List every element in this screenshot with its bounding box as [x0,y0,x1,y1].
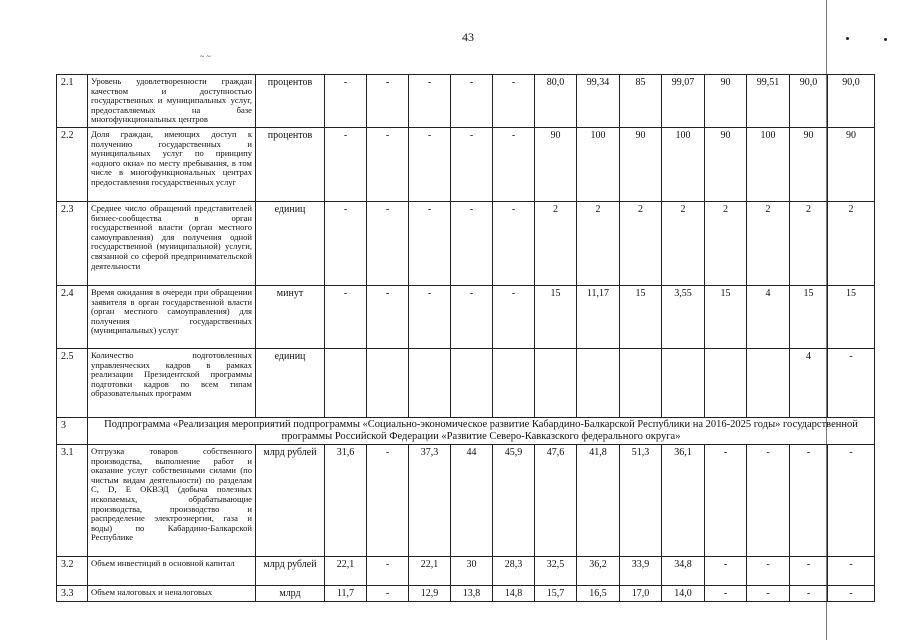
value-cell: 100 [577,127,620,201]
value-cell: - [367,556,409,585]
value-cell: - [747,444,790,556]
value-cell: 45,9 [493,444,535,556]
value-cell: - [451,201,493,285]
value-cell: 13,8 [451,585,493,601]
value-cell: 2 [747,201,790,285]
indicator-name: Количество подготовленных управленческих кадров в рамках реализации Президентской программы подготовки кадров по всем типам образовательных программ [88,348,256,417]
value-cell: 11,17 [577,285,620,348]
value-cell [367,348,409,417]
value-cell: 99,34 [577,75,620,128]
value-cell: - [828,556,875,585]
value-cell [325,348,367,417]
value-cell [535,348,577,417]
indicator-name: Отгрузка товаров собственного производства, выполнение работ и оказание услуг собственными силами (по чистым видам деятельности) по разделам C, D, E ОКВЭД (добыча полезных ископаемых, обрабатывающие производства, производство и распределение электроэнергии, газа и воды) по Кабардино-Балкарской Республике [88,444,256,556]
value-cell [747,348,790,417]
value-cell: - [367,285,409,348]
value-cell: 22,1 [409,556,451,585]
value-cell: - [409,201,451,285]
value-cell: - [790,556,828,585]
value-cell: 15 [535,285,577,348]
scan-dot [884,38,887,41]
indicator-name: Доля граждан, имеющих доступ к получению государственных и муниципальных услуг по принципу «одного окна» по месту пребывания, в том числе в многофункциональных центрах предоставления государственных услуг [88,127,256,201]
value-cell: 80,0 [535,75,577,128]
table-row [57,285,875,348]
value-cell: - [493,127,535,201]
value-cell: 51,3 [620,444,662,556]
value-cell: 90 [790,127,828,201]
value-cell: - [747,585,790,601]
value-cell: - [705,556,747,585]
row-index: 3.1 [57,444,88,556]
value-cell: 2 [620,201,662,285]
value-cell [662,348,705,417]
value-cell: - [493,285,535,348]
value-cell: 90,0 [828,75,875,128]
value-cell: - [747,556,790,585]
value-cell: - [409,285,451,348]
subprogram-index: 3 [57,417,88,444]
indicator-name: Время ожидания в очереди при обращении заявителя в орган государственной власти (орган местного самоуправления) для получения государственных (муниципальных) услуг [88,285,256,348]
unit-cell: единиц [256,348,325,417]
value-cell: 4 [790,348,828,417]
value-cell: 22,1 [325,556,367,585]
unit-cell: минут [256,285,325,348]
value-cell: - [367,127,409,201]
value-cell: - [493,201,535,285]
value-cell: 3,55 [662,285,705,348]
row-index: 2.5 [57,348,88,417]
table-row [57,201,875,285]
value-cell: 90 [705,127,747,201]
indicator-name: Уровень удовлетворенности граждан качеством и доступностью государственных и муниципальных услуг, предоставляемых на базе многофункциональных центров [88,75,256,128]
value-cell: - [451,127,493,201]
value-cell: - [367,444,409,556]
unit-cell: млрд рублей [256,556,325,585]
value-cell: 2 [705,201,747,285]
scan-artifact-mark: ~ ~ [200,52,211,61]
value-cell: 2 [662,201,705,285]
value-cell: 28,3 [493,556,535,585]
value-cell: 100 [747,127,790,201]
value-cell [493,348,535,417]
value-cell [620,348,662,417]
value-cell: 47,6 [535,444,577,556]
value-cell: 11,7 [325,585,367,601]
value-cell [705,348,747,417]
unit-cell: процентов [256,127,325,201]
row-index: 3.2 [57,556,88,585]
indicator-name: Объем инвестиций в основной капитал [88,556,256,585]
value-cell: 15 [620,285,662,348]
page-number: 43 [462,30,474,44]
unit-cell: млрд [256,585,325,601]
value-cell: 30 [451,556,493,585]
table-row [57,556,875,585]
value-cell: 15,7 [535,585,577,601]
value-cell: - [828,348,875,417]
value-cell: 41,8 [577,444,620,556]
value-cell: 99,51 [747,75,790,128]
value-cell: 36,1 [662,444,705,556]
subprogram-row [57,417,875,444]
value-cell: 44 [451,444,493,556]
row-index: 2.2 [57,127,88,201]
value-cell: 36,2 [577,556,620,585]
unit-cell: единиц [256,201,325,285]
scan-dot [846,37,849,40]
value-cell: - [828,585,875,601]
value-cell: 15 [705,285,747,348]
row-index: 2.1 [57,75,88,128]
value-cell: - [325,285,367,348]
value-cell: 16,5 [577,585,620,601]
value-cell: - [790,444,828,556]
value-cell: - [325,201,367,285]
value-cell: 37,3 [409,444,451,556]
value-cell: - [828,444,875,556]
table-row [57,348,875,417]
value-cell: 33,9 [620,556,662,585]
value-cell: 32,5 [535,556,577,585]
value-cell: 31,6 [325,444,367,556]
value-cell: 2 [790,201,828,285]
value-cell: - [367,201,409,285]
unit-cell: млрд рублей [256,444,325,556]
table-row [57,444,875,556]
value-cell: 90 [620,127,662,201]
value-cell: 85 [620,75,662,128]
value-cell: - [705,585,747,601]
value-cell: - [367,585,409,601]
value-cell: 90 [705,75,747,128]
value-cell: 90,0 [790,75,828,128]
value-cell: - [451,285,493,348]
value-cell: 90 [828,127,875,201]
value-cell: - [409,75,451,128]
indicator-name: Среднее число обращений представителей бизнес-сообщества в орган государственной власти (орган местного самоуправления) для получения одной государственной (муниципальной) услуги, связанной со сферой предпринимательской деятельности [88,201,256,285]
value-cell: - [705,444,747,556]
value-cell [451,348,493,417]
value-cell: - [493,75,535,128]
value-cell: 2 [577,201,620,285]
value-cell: 17,0 [620,585,662,601]
value-cell: 90 [535,127,577,201]
value-cell: 2 [828,201,875,285]
value-cell [577,348,620,417]
value-cell: 14,8 [493,585,535,601]
value-cell: 15 [790,285,828,348]
table-row [57,75,875,128]
value-cell: 12,9 [409,585,451,601]
value-cell: 15 [828,285,875,348]
value-cell: - [409,127,451,201]
row-index: 3.3 [57,585,88,601]
value-cell: - [325,127,367,201]
table-row [57,127,875,201]
value-cell: 2 [535,201,577,285]
value-cell: 34,8 [662,556,705,585]
value-cell [409,348,451,417]
unit-cell: процентов [256,75,325,128]
indicators-table [56,74,875,602]
value-cell: - [367,75,409,128]
value-cell: 4 [747,285,790,348]
table-row [57,585,875,601]
value-cell: - [451,75,493,128]
value-cell: - [790,585,828,601]
value-cell: 14,0 [662,585,705,601]
row-index: 2.4 [57,285,88,348]
subprogram-title: Подпрограмма «Реализация мероприятий подпрограммы «Социально-экономическое развитие Кабардино-Балкарской Республики на 2016-2025 годы» государственной программы Российской Федерации «Развитие Северо-Кавказского федерального округа» [88,417,875,444]
indicator-name: Объем налоговых и неналоговых [88,585,256,601]
value-cell: 99,07 [662,75,705,128]
row-index: 2.3 [57,201,88,285]
value-cell: - [325,75,367,128]
value-cell: 100 [662,127,705,201]
